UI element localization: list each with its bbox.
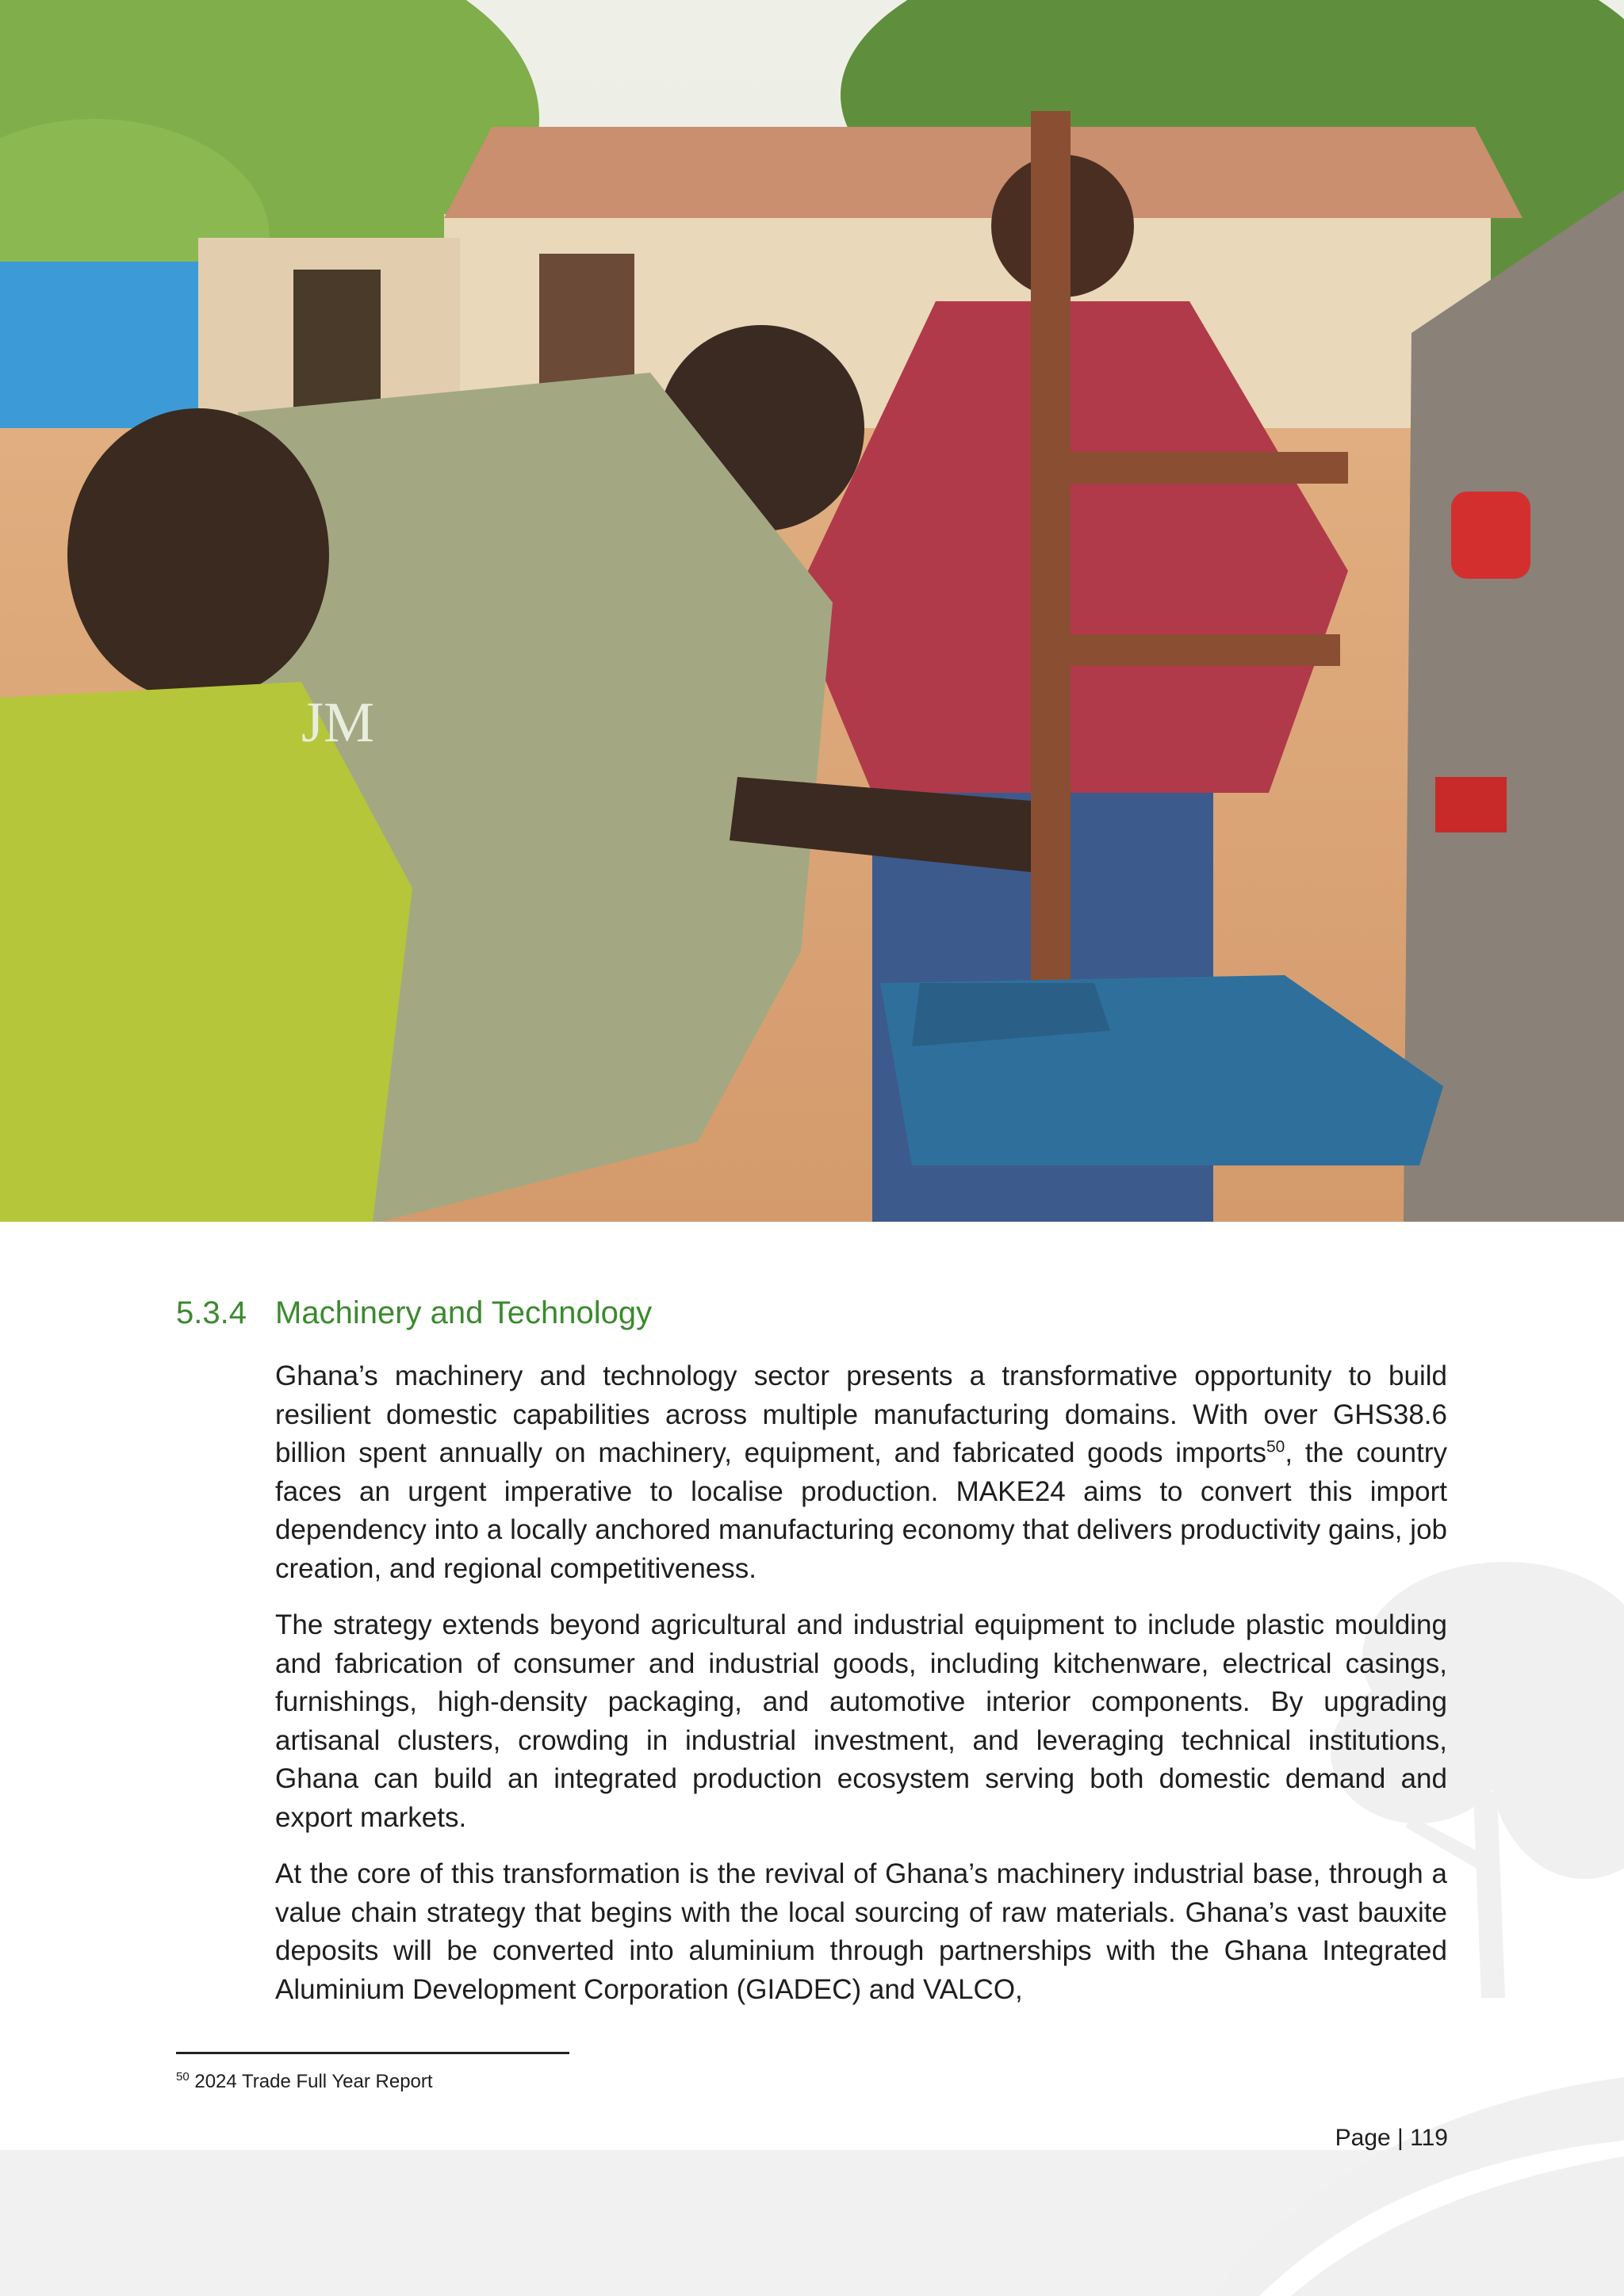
footnote-reference: 50 (1266, 1437, 1285, 1456)
page-number: Page | 119 (1335, 2125, 1448, 2151)
shirt-initials: JM (301, 691, 375, 754)
section-heading (176, 1291, 652, 1335)
section-title: Machinery and Technology (275, 1295, 653, 1330)
paragraph-3: At the core of this transformation is the revival of Ghana’s machinery industrial base, through a value chain strategy that begins with the local sourcing of raw materials. Ghana’s vast bauxite deposits will be converted into aluminium through partnerships with the Ghana Integrated Aluminium Development Corporation (GIADEC) and VALCO, (275, 1858, 1447, 2005)
footnote (176, 2071, 433, 2093)
footnote-text: 2024 Trade Full Year Report (189, 2071, 433, 2092)
footnote-number: 50 (176, 2070, 190, 2084)
section-number: 5.3.4 (176, 1295, 247, 1330)
paragraph-1-text-b: , the country faces an urgent imperative to localise production. MAKE24 aims to convert this import dependency into a locally anchored manufacturing economy that delivers productivity gains, job creation, and regional competitiveness. (275, 1437, 1447, 1584)
paragraph-1 (275, 1357, 1447, 1588)
body-text (275, 1357, 1447, 2027)
footnote-divider (176, 2052, 569, 2054)
paragraph-2: The strategy extends beyond agricultural and industrial equipment to include plastic moulding and fabrication of consumer and industrial goods, including kitchenware, electrical casings, furnishings, high-density packaging, and automotive interior components. By upgrading artisanal clusters, crowding in industrial investment, and leveraging technical institutions, Ghana can build an integrated production ecosystem serving both domestic demand and export markets. (275, 1609, 1447, 1833)
paragraph-1-text-a: Ghana’s machinery and technology sector presents a transformative opportunity to build resilient domestic capabilities across multiple manufacturing domains. With over GHS38.6 billion spent annually on machinery, equipment, and fabricated goods imports (275, 1360, 1447, 1468)
